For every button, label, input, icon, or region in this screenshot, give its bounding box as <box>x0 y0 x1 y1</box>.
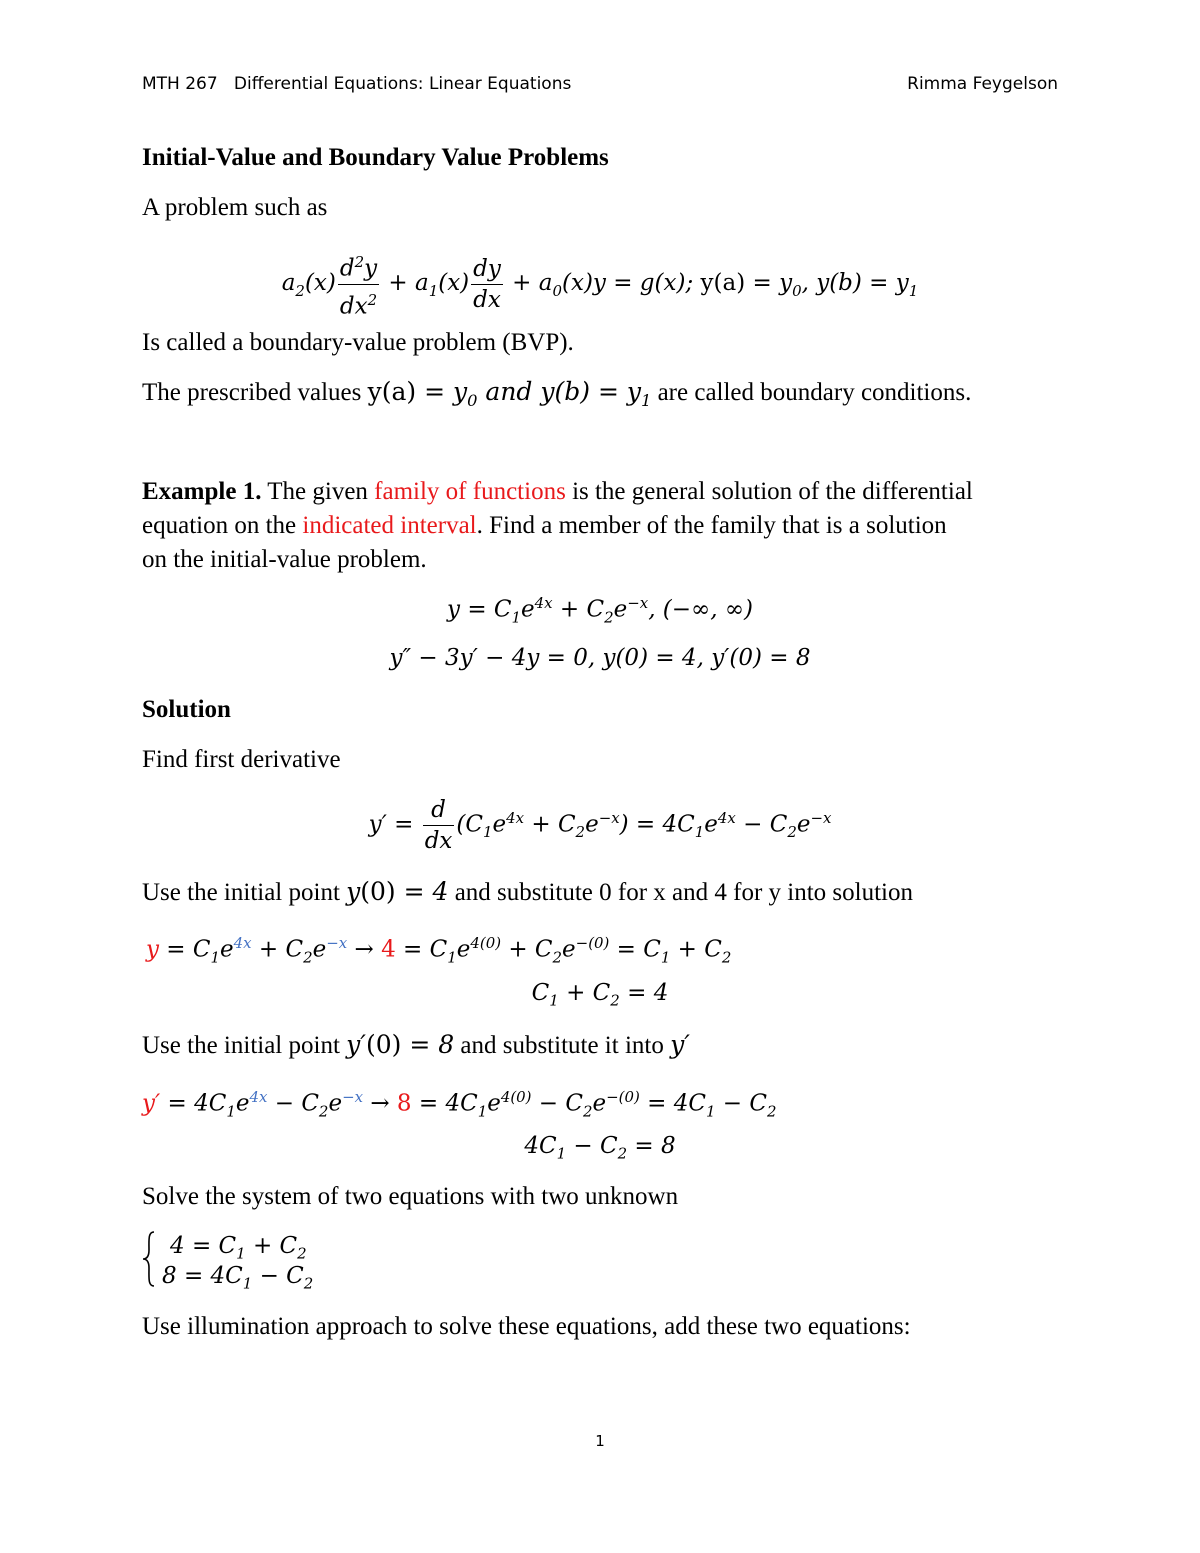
ivp-equation: y″ − 3y′ − 4y = 0, y(0) = 4, y′(0) = 8 <box>389 645 811 671</box>
example-label: Example 1. <box>142 478 262 505</box>
header-course: MTH 267 Differential Equations: Linear Equations <box>142 74 572 94</box>
prescribed-suffix: are called boundary conditions. <box>651 379 972 406</box>
derivative-equation: y′ = $\frac{d}{dx}$ $(C_1e^{4x} + C_2e^{-x}) = 4C_1e^{4x} - C_2e^{-x}$ <box>368 797 832 854</box>
page-title: Initial-Value and Boundary Value Problems <box>142 144 609 171</box>
equation-4c1-minus-c2: $4C_1 - C_2 = 8$ <box>524 1133 676 1163</box>
boundary-conditions-math: $y(a) = y_0$ and $y(b) = y_1$ <box>367 377 652 410</box>
example-line-2: equation on the indicated interval. Find a member of the family that is a solution <box>142 512 947 539</box>
equation-c1-plus-c2: $C_1 + C_2 = 4$ <box>531 980 669 1010</box>
substitution-2-equation: $y' = 4C_1e^{4x} - C_2e^{-x} \to 8 = 4C_1e^{4(0)} - C_2e^{-(0)} = 4C_1 - C_2$ <box>142 1088 777 1121</box>
solution-heading: Solution <box>142 696 231 723</box>
intro-text: A problem such as <box>142 194 328 221</box>
family-of-functions-highlight: family of functions <box>374 478 566 505</box>
system-equation-1: $4 = C_1 + C_2$ <box>170 1233 307 1263</box>
indicated-interval-highlight: indicated interval <box>302 512 477 539</box>
prescribed-prefix: The prescribed values <box>142 379 368 406</box>
general-solution-equation: $y = C_1e^{4x} + C_2e^{-x}$, (−∞, ∞) <box>447 594 753 627</box>
bvp-called-text: Is called a boundary-value problem (BVP). <box>142 329 574 356</box>
substitution-1-equation: $y = C_1e^{4x} + C_2e^{-x} \to 4 = C_1e^{4(0)} + C_2e^{-(0)} = C_1 + C_2$ <box>146 934 732 967</box>
example-line-3: on the initial-value problem. <box>142 546 427 573</box>
bvp-equation: $a_2(x)$ $\frac{d^2y}{dx^2}$ + $a_1(x)$ $\frac{dy}{dx}$ + $a_0(x)y = g(x)$; $y(a) = y_0$, $y(b) = y_1$ <box>0 247 1200 321</box>
initial-point-1-text: Use the initial point y(0) = 4 and substitute 0 for x and 4 for y into solution <box>142 877 913 906</box>
header-author: Rimma Feygelson <box>907 74 1058 94</box>
system-equation-2: $8 = 4C_1 - C_2$ <box>162 1263 314 1293</box>
first-derivative-text: Find first derivative <box>142 746 341 773</box>
solve-system-text: Solve the system of two equations with two unknown <box>142 1183 679 1210</box>
initial-point-2-text: Use the initial point y′(0) = 8 and substitute it into y′ <box>142 1030 690 1059</box>
prescribed-values-line <box>142 377 971 416</box>
page-number: 1 <box>595 1432 605 1450</box>
left-brace-icon <box>142 1230 156 1288</box>
example-line-1: Example 1. The given family of functions is the general solution of the differential <box>142 478 973 505</box>
illumination-text: Use illumination approach to solve these equations, add these two equations: <box>142 1313 911 1340</box>
